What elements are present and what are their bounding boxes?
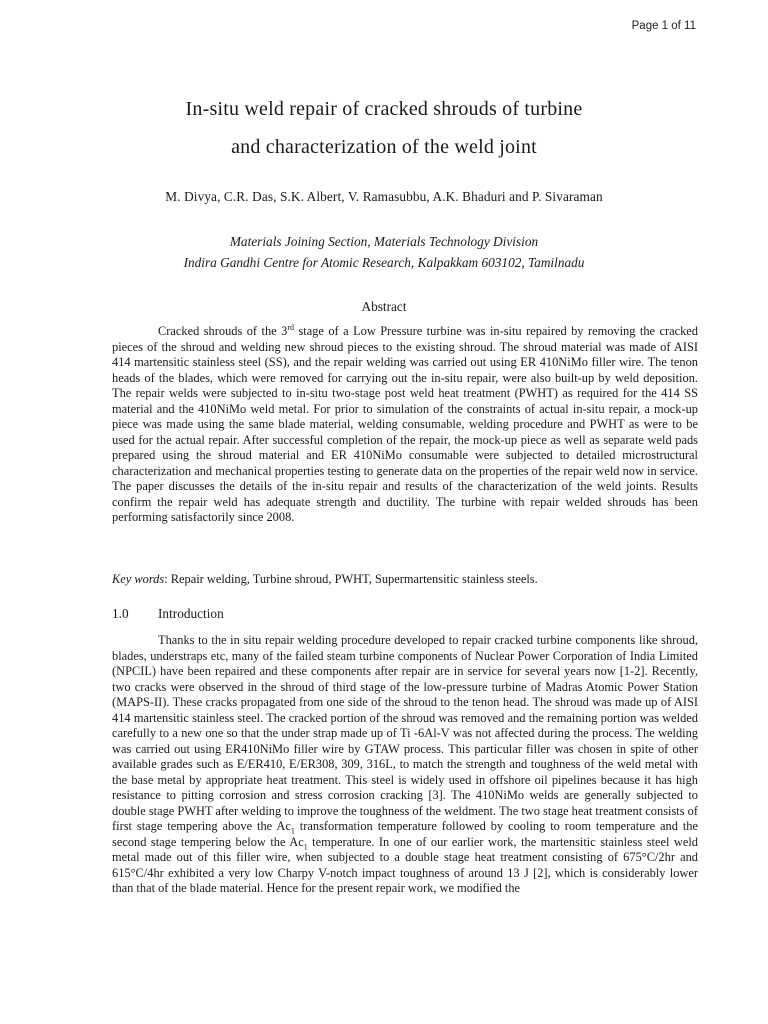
keywords-text: : Repair welding, Turbine shroud, PWHT, Supermartensitic stainless steels.: [164, 572, 538, 586]
page-number: Page 1 of 11: [631, 20, 696, 32]
introduction-paragraph: [112, 633, 698, 897]
keywords-label: Key words: [112, 572, 165, 586]
title-line-1: In-situ weld repair of cracked shrouds of turbine: [185, 98, 583, 120]
abstract-heading: Abstract: [361, 299, 407, 314]
abstract-text-part-1: Cracked shrouds of the 3: [158, 324, 288, 338]
section-title: Introduction: [158, 606, 224, 621]
section-heading-introduction: [112, 606, 224, 622]
intro-text-part-2: transformation temperature followed by cooling to room temperature and the second stage tempering below the Ac: [112, 819, 698, 849]
author-list: M. Divya, C.R. Das, S.K. Albert, V. Ramasubbu, A.K. Bhaduri and P. Sivaraman: [165, 189, 603, 204]
title-line-2: and characterization of the weld joint: [231, 136, 537, 158]
section-number: 1.0: [112, 606, 129, 621]
paper-title: [0, 90, 768, 166]
intro-subscript-1: 1: [290, 826, 295, 836]
intro-subscript-2: 1: [303, 841, 308, 851]
intro-text-part-3: temperature. In one of our earlier work, the martensitic stainless steel weld metal made out of this filler wire, when subjected to a double stage heat treatment consisting of 675°C/2hr and 615°C/4hr exhibited a very low Charpy V-notch impact toughness of around 13 J [2], which is considerably lower than that of the blade material. Hence for the present repair work, we modified the: [112, 834, 698, 895]
abstract-text-part-2: stage of a Low Pressure turbine was in-situ repaired by removing the cracked pieces of the shroud and welding new shroud pieces to the existing shroud. The shroud material was made of AISI 414 martensitic stainless steel (SS), and the repair welding was carried out using ER 410NiMo filler wire. The tenon heads of the blades, which were removed for carrying out the in-situ repair, were also built-up by weld deposition. The repair welds were subjected to in-situ two-stage post weld heat treatment (PWHT) as required for the 414 SS material and the 410NiMo weld metal. For prior to simulation of the constraints of actual in-situ repair, a mock-up piece was made using the same blade material, welding consumable, welding procedure and PWHT as were to be used for the actual repair. After successful completion of the repair, the mock-up piece as well as separate weld pads prepared using the shroud material and ER 410NiMo consumable were subjected to detailed microstructural characterization and mechanical properties testing to generate data on the properties of the repair weld now in service. The paper discusses the details of the in-situ repair and results of the characterization of the weld joints. Results confirm the repair weld has adequate strength and ductility. The turbine with repair welded shrouds has been performing satisfactorily since 2008.: [112, 324, 698, 524]
affiliation-line-2: Indira Gandhi Centre for Atomic Research, Kalpakkam 603102, Tamilnadu: [183, 255, 585, 270]
abstract-paragraph: [112, 324, 698, 526]
keywords: [112, 572, 698, 588]
abstract-superscript: rd: [287, 322, 294, 332]
affiliation: [0, 231, 768, 273]
affiliation-line-1: Materials Joining Section, Materials Technology Division: [229, 234, 539, 249]
intro-text-part-1: Thanks to the in situ repair welding procedure developed to repair cracked turbine components like shroud, blades, understraps etc, many of the failed steam turbine components of Nuclear Power Corporation of India Limited (NPCIL) have been repaired and these components after repair are in service for several years now [1-2]. Recently, two cracks were observed in the shroud of third stage of the low-pressure turbine of Madras Atomic Power Station (MAPS-II). These cracks propagated from one side of the shroud to the tenon head. The shroud was made up of AISI 414 martensitic stainless steel. The cracked portion of the shroud was removed and the remaining portion was welded carefully to a new one so that the under strap made up of Ti -6Al-V was not affected during the process. The welding was carried out using ER410NiMo filler wire by GTAW process. This particular filler was chosen in spite of other available grades such as E/ER410, E/ER308, 309, 316L, to match the strength and toughness of the weld metal with the base metal by appropriate heat treatment. This steel is widely used in offshore oil pipelines because it has high resistance to pitting corrosion and stress corrosion cracking [3]. The 410NiMo welds are generally subjected to double stage PWHT after welding to improve the toughness of the weldment. The two stage heat treatment consists of first stage tempering above the Ac: [112, 633, 698, 833]
